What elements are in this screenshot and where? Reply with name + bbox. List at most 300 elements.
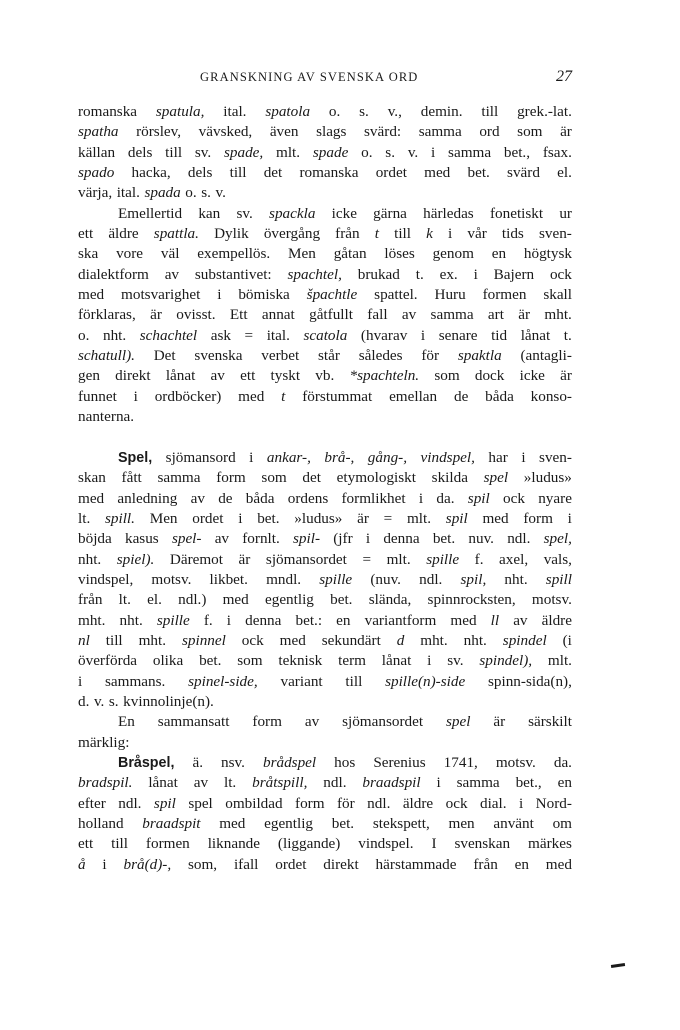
word: = [383,509,393,527]
word: är [238,550,251,568]
word: axel, [499,550,529,568]
word: med [78,489,105,507]
word: ex. [439,265,458,283]
word: i [448,225,453,243]
word: ovisst. [176,306,216,324]
page-number: 27 [556,68,572,85]
word: som [434,367,460,385]
word: (hvarav [360,326,408,344]
word: ordet [275,855,307,873]
text-line [78,692,572,712]
word: i [431,143,436,161]
word: senare [438,326,478,344]
word: vindspel, [78,570,134,588]
word: skall [543,286,572,304]
word: de [218,489,233,507]
italic-word: scatola [303,326,348,344]
word: är [357,509,369,527]
word: brukad [357,265,400,283]
italic-word: spille [156,611,190,629]
italic-word: spatula, [155,103,205,120]
word: det [302,469,321,487]
text-line [78,224,572,244]
word: form [295,794,325,812]
word: är [560,367,572,385]
italic-word: spil [467,489,490,507]
word: nyare [538,489,572,507]
word: Men [149,509,178,527]
word: bet. [432,530,456,548]
word: bet. [467,164,490,182]
word: annat [261,306,295,324]
word: vindspel. [358,835,414,853]
word: sven- [538,225,572,243]
word: etymologiskt [336,469,416,487]
word: form [216,469,246,487]
word: av [210,367,225,385]
word: o. [328,103,341,120]
italic-word: spatha [78,123,119,141]
italic-word: t [374,225,379,243]
italic-word: spille [319,570,353,588]
italic-word: schachtel [139,326,198,344]
word: lt. [223,774,237,792]
word: till [111,835,128,853]
word: mht. [420,631,448,649]
italic-word: bråtspill, [252,774,308,792]
word: ock [241,631,264,649]
text-line [78,712,572,732]
word: ital. [116,184,140,202]
word: vävsked, [198,123,253,141]
word: form [523,509,553,527]
word: bet. [257,509,280,527]
word: ital. [223,103,247,120]
word: bet., [515,774,542,792]
word: ndl.) [178,591,207,609]
word: egentlig [264,815,314,833]
word: fonetiskt [489,204,544,222]
italic-word: spille(n)-side [385,672,466,690]
word: ordet [375,164,407,182]
word: ndl. [419,570,443,588]
word: teknisk [278,652,323,670]
word: av [164,265,180,283]
word: källan [78,143,116,161]
word: ett [78,225,94,243]
text-line [78,590,572,610]
word: lt. [78,509,91,527]
word: lånat [148,774,178,792]
word: slända, [368,591,412,609]
word: Serenius [373,754,426,771]
word: sammansatt [157,713,230,731]
word: högtysk [523,245,572,263]
word: i [226,611,232,629]
word: s. [359,103,369,120]
italic-word: spel- [171,530,202,548]
text-line [78,814,572,834]
italic-word: ankar-, [266,448,311,466]
word: spattel. [374,286,418,304]
italic-word: braadspil [362,774,421,792]
word: romanska [299,164,359,182]
italic-word: spattla. [153,225,199,243]
word: härstammade [375,855,457,873]
word: i [427,652,432,670]
word: med [545,855,572,873]
italic-word: spade [312,143,349,161]
word: (jfr [333,530,353,548]
word: svärd: [364,123,402,141]
word: i [473,265,478,283]
word: f. [474,550,484,568]
word: bet.: [295,611,323,629]
word: fått [121,469,142,487]
word: Däremot [169,550,223,568]
text-line [78,489,572,509]
word: s. [385,143,396,161]
italic-word: spel [483,469,509,487]
word: men [448,815,475,833]
text-line [78,570,572,590]
word: mlt. [406,509,432,527]
word: = [362,550,372,568]
word: icke [519,367,545,385]
italic-word: brådspel [262,754,317,771]
word: för [421,347,440,365]
text-line [78,509,572,529]
text-line [78,773,572,793]
word: ndl. [367,794,391,812]
word: är [493,713,506,731]
word: lånat [520,326,551,344]
word: olika [152,652,184,670]
text-line [78,794,572,814]
word: således [358,347,403,365]
word: nht. [463,631,487,649]
word: till [105,631,123,649]
word: I [431,835,437,853]
word: ordböcker) [154,387,222,405]
italic-word: spinel-side, [188,672,258,690]
word: kvinnolinje(n). [123,692,214,710]
italic-word: spil [153,794,176,812]
word: (antagli- [520,347,572,365]
word: spinn-sida(n), [487,672,572,690]
word: lånat [165,367,196,385]
word: ask [210,326,231,344]
text-line [78,285,572,305]
italic-word: gång-, [367,448,408,466]
word: mht. [78,611,106,629]
word: v. [215,184,226,202]
word: motsv. [531,591,572,609]
body-text [78,102,572,875]
word: el. [147,591,162,609]
word: det [263,164,283,182]
word: tid [491,326,508,344]
word: från [78,591,103,609]
word: direkt [323,855,359,873]
word: förklaras, [78,306,136,324]
text-line [78,611,572,631]
italic-word: bradspil. [78,774,133,792]
text-line [78,387,572,407]
word: i [133,387,138,405]
italic-word: spindel [502,631,547,649]
word: med [482,509,509,527]
word: vb. [315,367,335,385]
word: (i [562,631,572,649]
word: ock [503,489,525,507]
word: nht. [119,611,143,629]
word: gen [78,367,100,385]
word: i [519,794,524,812]
word: stekspett, [372,815,430,833]
word: skilda [431,469,468,487]
word: svenska [194,347,243,365]
italic-word: nl [78,631,90,649]
word: fsax. [542,143,572,161]
word: genom [432,245,474,263]
word: mlt. [386,550,411,568]
text-line [78,122,572,142]
word: samma [448,143,492,161]
word: icke [331,204,357,222]
text-line [78,529,572,549]
word: en [491,245,507,263]
word: o. [78,326,90,344]
word: till [481,103,499,120]
word: från [335,225,360,243]
word: art [487,306,504,324]
word: formen [145,835,190,853]
word: skan [78,469,106,487]
word: i [436,774,441,792]
word: denna [383,530,420,548]
word: en [557,774,572,792]
italic-word: spil [445,509,468,527]
word: vore [116,245,144,263]
word: fall [367,306,388,324]
word: term [338,652,366,670]
word: ndl. [323,774,347,792]
word: nuv. [468,530,494,548]
word: = [244,326,254,344]
italic-word: t [281,387,286,405]
word: kan [198,204,221,222]
text-line [78,468,572,488]
word: vals, [543,550,572,568]
word: i [420,326,426,344]
word: formlikhet [341,489,406,507]
word: Ett [229,306,248,324]
word: t. [563,326,572,344]
word: variant [280,672,323,690]
word: märklig: [78,733,130,751]
text-line [78,163,572,183]
word: med [78,286,105,304]
word: efter [78,794,106,812]
word: konso- [530,387,572,405]
word: o. [185,184,197,202]
word: sekundärt [321,631,381,649]
word: rörslev, [136,123,182,141]
italic-word: spil- [293,530,321,548]
word: dialektform [78,265,149,283]
page-header [78,70,572,90]
italic-word: spil, [460,570,487,588]
word: i [567,509,572,527]
word: med [238,387,265,405]
word: spinnrocksten, [427,591,516,609]
word: ordet [192,509,224,527]
word: väl [160,245,180,263]
word: om [552,815,572,833]
word: 1741, [443,754,478,771]
word: värja, [78,184,113,202]
word: en [336,611,351,629]
word: använt [493,815,534,833]
word: spel [188,794,213,812]
italic-word: braadspit [142,815,201,833]
word: kasus [124,530,159,548]
word: ordens [287,489,329,507]
text-line [78,753,572,773]
word: anledning [117,489,178,507]
word: nht. [102,326,127,344]
word: direkt [115,367,151,385]
word: med [219,815,246,833]
word: som [237,652,263,670]
word: böjda [78,530,112,548]
italic-word: spill. [104,509,135,527]
word: motsv. [151,570,192,588]
word: t. [415,265,424,283]
word: ä. [192,754,203,771]
word: av [513,611,528,629]
word: sv. [194,143,212,161]
italic-word: spado [78,164,115,182]
word: liknande [207,835,260,853]
word: med [222,591,249,609]
word: ur [559,204,572,222]
word: substantivet: [194,265,272,283]
word: Nord- [535,794,572,812]
word: till [229,164,247,182]
italic-word: spatola [265,103,311,120]
word: samma [157,469,201,487]
word: med [279,631,306,649]
word: av [190,489,205,507]
word: ock [549,265,572,283]
word: härledas [423,204,474,222]
word: står [318,347,340,365]
italic-word: ll [490,611,500,629]
italic-word: spada [144,184,181,202]
word: till [345,672,363,690]
word: Emellertid [118,204,183,222]
word: sven- [539,448,572,466]
word: en [514,855,529,873]
word: ett [78,835,94,853]
word: äldre [402,794,434,812]
word: slags [316,123,347,141]
word: variantform [364,611,437,629]
word: sv. [447,652,464,670]
italic-word: spade, [223,143,264,161]
italic-word: spel, [543,530,572,548]
text-line [78,346,572,366]
text-line [78,855,572,875]
word: sjömansordet [342,713,424,731]
word: av [193,774,209,792]
word: ock [445,794,468,812]
word: Det [153,347,176,365]
word: i [102,855,107,873]
word: i [365,530,371,548]
word: gåtfullt [309,306,353,324]
word: av [214,530,230,548]
word: i [521,448,526,466]
running-head: GRANSKNING AV SVENSKA ORD [200,70,419,84]
word: f. [203,611,213,629]
text-line [78,550,572,570]
word: (nuv. [370,570,401,588]
bold-headword: Spel, [118,449,153,466]
word: märkes [528,835,572,853]
text-line [78,733,572,753]
word: svenskan [454,835,511,853]
word: formen [482,286,527,304]
word: i [418,489,424,507]
word: verbet [261,347,300,365]
word: som [261,469,287,487]
word: s. [201,184,211,202]
word: romanska [78,103,138,120]
word: är [518,306,531,324]
word: mlt. [547,652,572,670]
italic-word: spinnel [181,631,226,649]
word: lt. [118,591,131,609]
text-line [78,326,572,346]
word: nht. [504,570,528,588]
word: fornlt. [242,530,280,548]
word: samma [418,123,462,141]
word: exempellös. [197,245,271,263]
word: egentlig [264,591,314,609]
italic-word: spiel). [116,550,155,568]
word: ifall [233,855,259,873]
italic-word: å [78,855,86,873]
word: o. [361,143,373,161]
word: »ludus» [523,469,572,487]
word: Huru [434,286,466,304]
word: gåtan [333,245,367,263]
word: i [78,672,83,690]
word: holland [78,815,124,833]
word: vår [467,225,487,243]
word: har [488,448,508,466]
word: till [394,225,411,243]
text-line [78,265,572,285]
italic-word: vindspel, [420,448,475,466]
text-line [78,204,572,224]
word: Dylik [214,225,249,243]
word: gärna [373,204,407,222]
word: Bajern [493,265,535,283]
